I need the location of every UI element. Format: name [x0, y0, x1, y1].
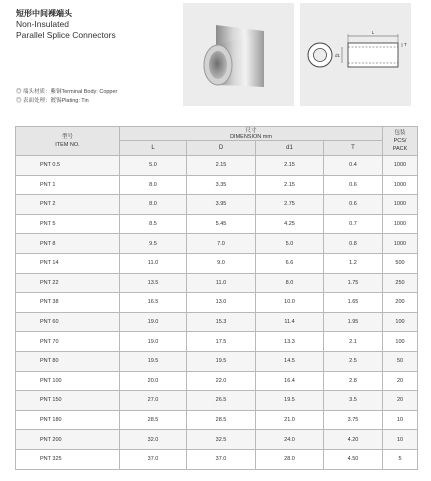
- l-cell: 19.0: [120, 332, 187, 352]
- drawing-label-t: T: [404, 42, 407, 47]
- l-cell: 19.0: [120, 312, 187, 332]
- pack-cell: 20: [383, 391, 418, 411]
- item-no-cell: PNT 60: [16, 312, 120, 332]
- pack-cell: 1000: [383, 234, 418, 254]
- pack-cell: 10: [383, 430, 418, 450]
- t-cell: 1.75: [324, 273, 383, 293]
- table-row: [16, 449, 418, 469]
- item-no-cell: PNT 100: [16, 371, 120, 391]
- table-row: [16, 214, 418, 234]
- table-row: [16, 195, 418, 215]
- d1-cell: 2.75: [256, 195, 324, 215]
- t-cell: 0.6: [324, 175, 383, 195]
- d1-cell: 10.0: [256, 293, 324, 313]
- table-row: [16, 273, 418, 293]
- column-header-t: T: [324, 141, 383, 156]
- d1-cell: 16.4: [256, 371, 324, 391]
- item-no-cell: PNT 14: [16, 253, 120, 273]
- item-no-cell: PNT 38: [16, 293, 120, 313]
- table-row: [16, 156, 418, 176]
- l-cell: 16.5: [120, 293, 187, 313]
- t-cell: 0.4: [324, 156, 383, 176]
- item-no-cell: PNT 8: [16, 234, 120, 254]
- title-block: [16, 8, 116, 41]
- d-cell: 28.5: [187, 410, 256, 430]
- t-cell: 4.20: [324, 430, 383, 450]
- t-cell: 3.5: [324, 391, 383, 411]
- l-cell: 28.5: [120, 410, 187, 430]
- t-cell: 1.65: [324, 293, 383, 313]
- column-header-pack: [383, 127, 418, 156]
- l-cell: 19.5: [120, 351, 187, 371]
- table-row: [16, 253, 418, 273]
- l-cell: 27.0: [120, 391, 187, 411]
- d-cell: 3.35: [187, 175, 256, 195]
- t-cell: 3.75: [324, 410, 383, 430]
- spec-row-plating: [16, 97, 117, 106]
- splice-connector-illustration: [183, 3, 294, 106]
- pack-header-cn: 包装: [394, 130, 406, 136]
- t-cell: 2.1: [324, 332, 383, 352]
- t-cell: 1.95: [324, 312, 383, 332]
- spec-label: ◎ 端头材质：紫铜: [16, 89, 62, 95]
- l-cell: 20.0: [120, 371, 187, 391]
- item-no-cell: PNT 5: [16, 214, 120, 234]
- d-cell: 22.0: [187, 371, 256, 391]
- column-header-item-no: [16, 127, 120, 156]
- pack-cell: 1000: [383, 195, 418, 215]
- item-no-cell: PNT 22: [16, 273, 120, 293]
- item-no-cell: PNT 2: [16, 195, 120, 215]
- d1-cell: 13.3: [256, 332, 324, 352]
- pack-cell: 200: [383, 293, 418, 313]
- column-header-l: L: [120, 141, 187, 156]
- spec-label: ◎ 表面处理：镀锡: [16, 98, 62, 104]
- d-cell: 9.0: [187, 253, 256, 273]
- pack-header-en-2: PACK: [392, 146, 408, 152]
- item-no-cell: PNT 1: [16, 175, 120, 195]
- item-no-cell: PNT 180: [16, 410, 120, 430]
- item-no-cell: PNT 80: [16, 351, 120, 371]
- table-row: [16, 312, 418, 332]
- table-body: [16, 156, 418, 470]
- technical-drawing-svg: [300, 3, 411, 106]
- column-header-d1: d1: [256, 141, 324, 156]
- pack-cell: 1000: [383, 175, 418, 195]
- d-cell: 11.0: [187, 273, 256, 293]
- product-title-cn: 短形中间裸端头: [16, 9, 72, 18]
- pack-cell: 20: [383, 371, 418, 391]
- table-row: [16, 175, 418, 195]
- d-cell: 15.3: [187, 312, 256, 332]
- pack-cell: 5: [383, 449, 418, 469]
- table-row: [16, 391, 418, 411]
- table-row: [16, 371, 418, 391]
- item-no-cell: PNT 150: [16, 391, 120, 411]
- d1-cell: 14.5: [256, 351, 324, 371]
- pack-cell: 500: [383, 253, 418, 273]
- d1-cell: 19.5: [256, 391, 324, 411]
- drawing-label-length: L: [371, 30, 375, 35]
- d-cell: 17.5: [187, 332, 256, 352]
- material-specs: [16, 88, 117, 106]
- d1-cell: 2.15: [256, 156, 324, 176]
- d1-cell: 6.6: [256, 253, 324, 273]
- dimension-header-cn: 尺寸: [245, 127, 257, 134]
- d1-cell: 24.0: [256, 430, 324, 450]
- item-no-header-cn: 型号: [61, 134, 73, 140]
- product-photo: [183, 3, 294, 106]
- t-cell: 2.5: [324, 351, 383, 371]
- d-cell: 7.0: [187, 234, 256, 254]
- column-header-dimension: [120, 127, 383, 141]
- item-no-cell: PNT 200: [16, 430, 120, 450]
- item-no-cell: PNT 70: [16, 332, 120, 352]
- d-cell: 19.5: [187, 351, 256, 371]
- drawing-label-d1: d1: [334, 53, 340, 58]
- table-row: [16, 351, 418, 371]
- dimension-header-en: DIMENSION mm: [230, 133, 272, 140]
- d1-cell: 4.25: [256, 214, 324, 234]
- column-header-d: D: [187, 141, 256, 156]
- spec-value: Plating: Tin: [61, 98, 89, 104]
- item-no-cell: PNT 325: [16, 449, 120, 469]
- pack-cell: 1000: [383, 156, 418, 176]
- item-no-cell: PNT 0.5: [16, 156, 120, 176]
- pack-cell: 100: [383, 332, 418, 352]
- pack-header-en-1: PCS/: [393, 138, 407, 144]
- t-cell: 0.7: [324, 214, 383, 234]
- d1-cell: 11.4: [256, 312, 324, 332]
- d-cell: 2.15: [187, 156, 256, 176]
- l-cell: 37.0: [120, 449, 187, 469]
- pack-cell: 10: [383, 410, 418, 430]
- d1-cell: 28.0: [256, 449, 324, 469]
- t-cell: 0.6: [324, 195, 383, 215]
- table-row: [16, 234, 418, 254]
- d-cell: 32.5: [187, 430, 256, 450]
- pack-cell: 100: [383, 312, 418, 332]
- item-no-header-en: ITEM NO.: [55, 142, 80, 148]
- l-cell: 5.0: [120, 156, 187, 176]
- d-cell: 37.0: [187, 449, 256, 469]
- d-cell: 26.5: [187, 391, 256, 411]
- l-cell: 8.0: [120, 195, 187, 215]
- dimension-table: [15, 126, 418, 470]
- pack-cell: 50: [383, 351, 418, 371]
- l-cell: 32.0: [120, 430, 187, 450]
- d-cell: 3.95: [187, 195, 256, 215]
- d1-cell: 2.15: [256, 175, 324, 195]
- l-cell: 9.5: [120, 234, 187, 254]
- d1-cell: 21.0: [256, 410, 324, 430]
- l-cell: 11.0: [120, 253, 187, 273]
- pack-cell: 250: [383, 273, 418, 293]
- l-cell: 8.5: [120, 214, 187, 234]
- t-cell: 1.2: [324, 253, 383, 273]
- dimension-drawing: [300, 3, 411, 106]
- product-title-en-line1: Non-Insulated: [16, 19, 69, 29]
- product-title-en-line2: Parallel Splice Connectors: [16, 30, 116, 40]
- table-row: [16, 430, 418, 450]
- t-cell: 2.8: [324, 371, 383, 391]
- l-cell: 13.5: [120, 273, 187, 293]
- d1-cell: 8.0: [256, 273, 324, 293]
- table-row: [16, 332, 418, 352]
- table-row: [16, 293, 418, 313]
- l-cell: 8.0: [120, 175, 187, 195]
- table-row: [16, 410, 418, 430]
- t-cell: 0.8: [324, 234, 383, 254]
- t-cell: 4.50: [324, 449, 383, 469]
- pack-cell: 1000: [383, 214, 418, 234]
- d1-cell: 5.0: [256, 234, 324, 254]
- spec-row-body: [16, 88, 117, 97]
- d-cell: 13.0: [187, 293, 256, 313]
- spec-value: Terminal Body: Copper: [61, 89, 118, 95]
- d-cell: 5.45: [187, 214, 256, 234]
